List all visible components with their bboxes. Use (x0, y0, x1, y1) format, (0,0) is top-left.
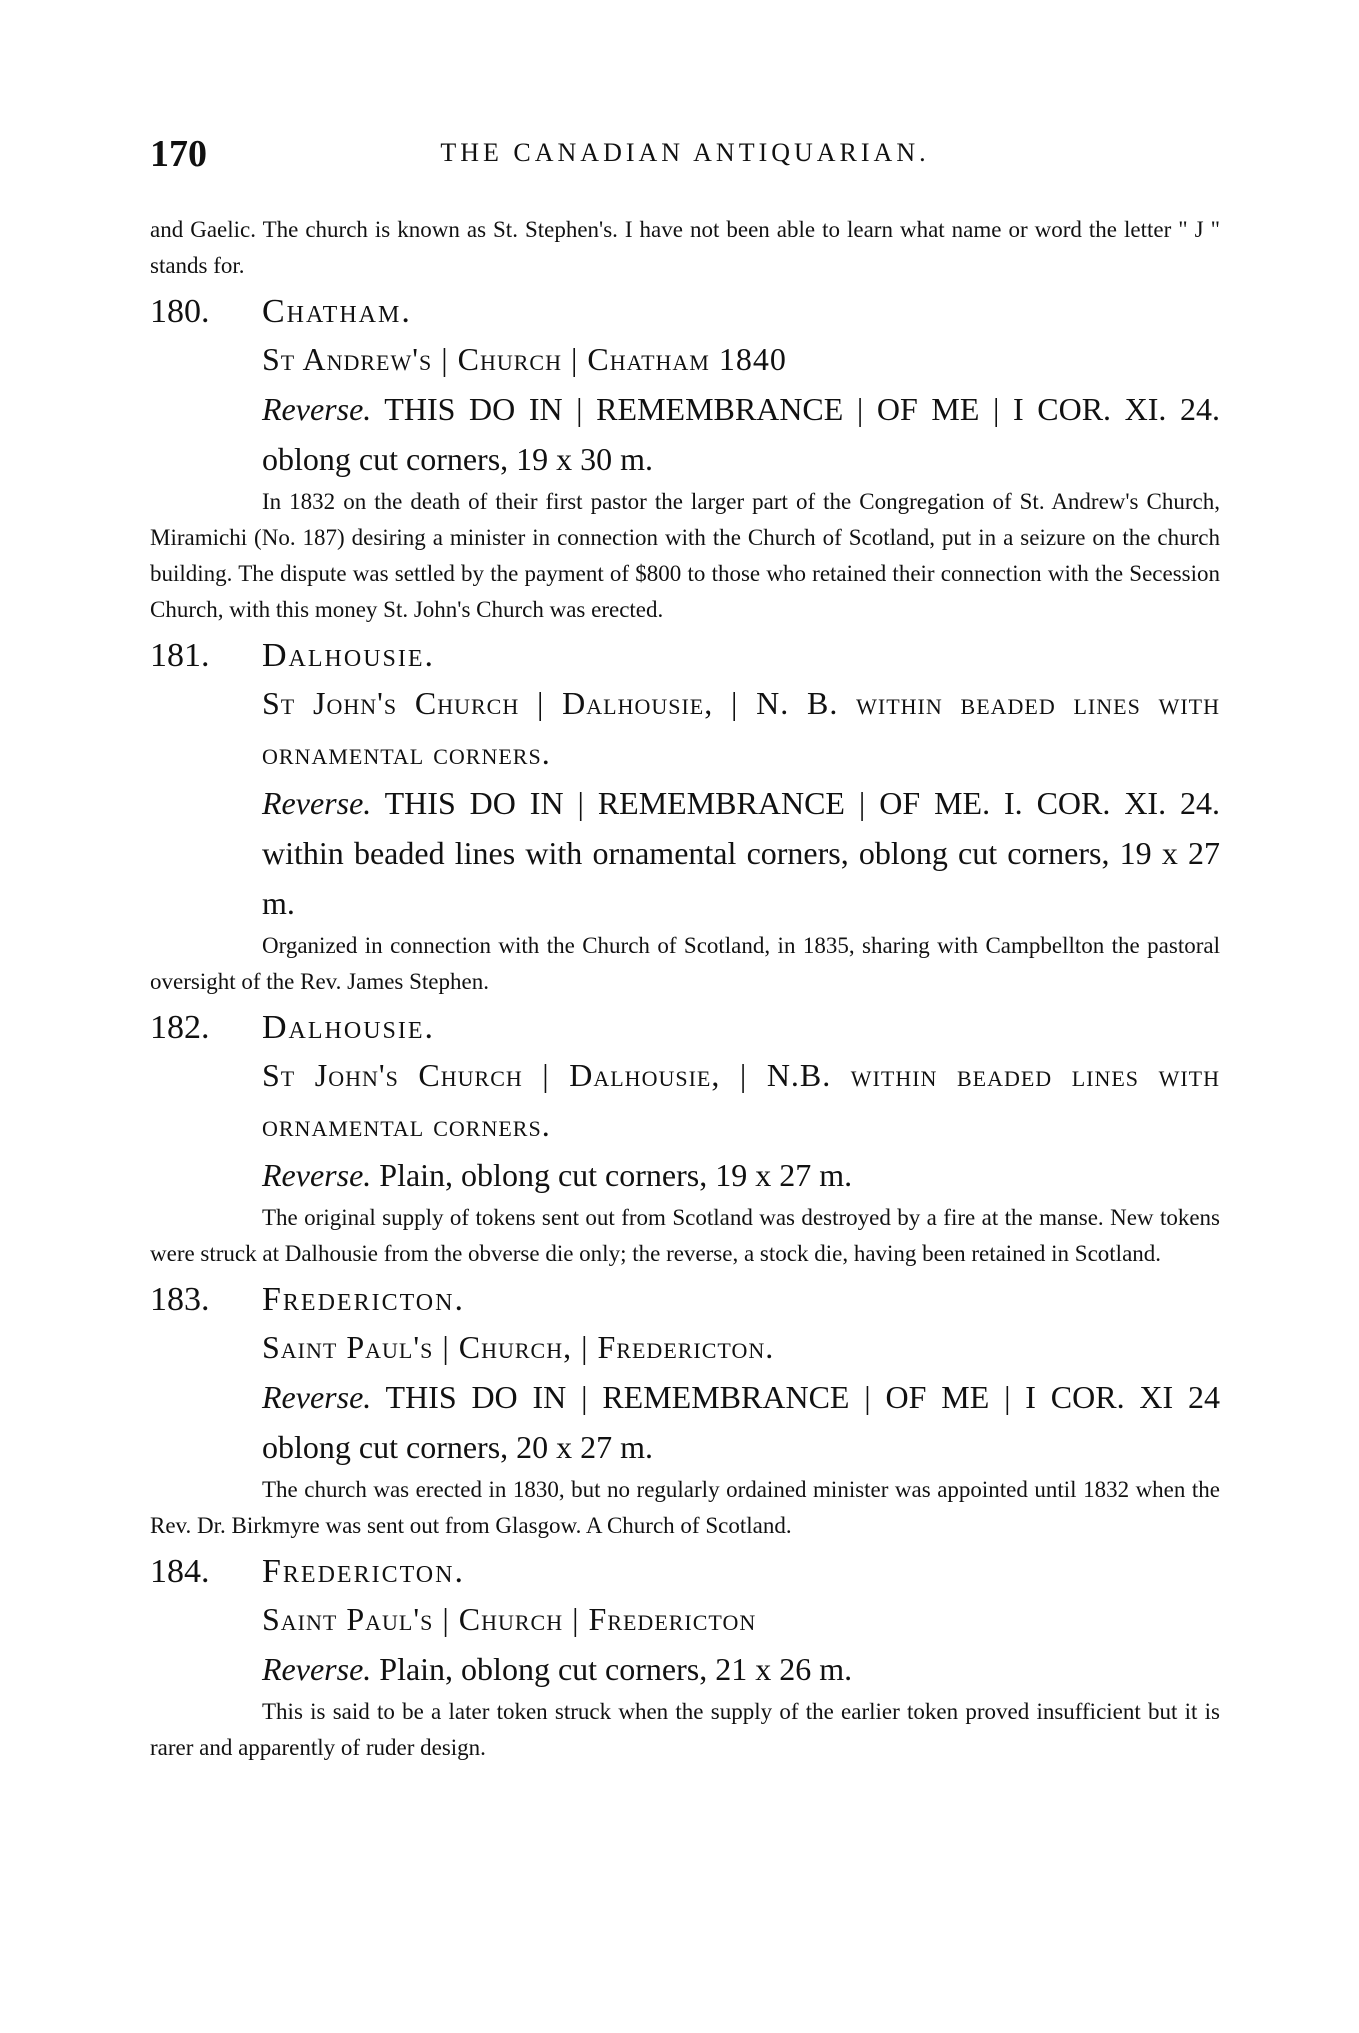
entry-182 (150, 1006, 1220, 1272)
obverse-legend: St Andrew's | Church | Chatham 1840 (262, 341, 787, 377)
entry-note: Organized in connection with the Church of Scotland, in 1835, sharing with Campbellton the pastoral oversight of the Rev. James Stephen. (150, 933, 1220, 994)
reverse-label: Reverse. (262, 1379, 372, 1415)
entry-180 (150, 290, 1220, 628)
page-number: 170 (150, 133, 207, 175)
entry-town: Fredericton. (262, 1553, 465, 1590)
entry-heading (150, 1006, 1220, 1050)
entry-town: Dalhousie. (262, 1009, 436, 1046)
page-body (150, 212, 1220, 1766)
entry-note: The church was erected in 1830, but no regularly ordained minister was appointed until 1832 when the Rev. Dr. Birkmyre was sent out from Glasgow. A Church of Scotland. (150, 1477, 1220, 1538)
reverse-label: Reverse. (262, 1651, 372, 1687)
obverse-legend: St John's Church | Dalhousie, | N.B. within beaded lines with ornamental corners. (262, 1057, 1220, 1143)
reverse-label: Reverse. (262, 1157, 372, 1193)
entry-number: 181. (150, 637, 210, 674)
entry-note: In 1832 on the death of their first pastor the larger part of the Congregation of St. Andrew's Church, Miramichi (No. 187) desiring a minister in connection with the Church of Scotland, put in a seizure on the church building. The dispute was settled by the payment of $800 to those who retained their connection with the Secession Church, with this money St. John's Church was erected. (150, 489, 1220, 622)
reverse-legend: THIS DO IN | REMEMBRANCE | OF ME | I COR. XI. 24. oblong cut corners, 19 x 30 m. (262, 391, 1221, 477)
entry-heading (150, 290, 1220, 334)
reverse-line (262, 1372, 1220, 1472)
entry-heading (150, 1550, 1220, 1594)
entry-town: Fredericton. (262, 1281, 465, 1318)
reverse-label: Reverse. (262, 391, 372, 427)
intro-paragraph: and Gaelic. The church is known as St. Stephen's. I have not been able to learn what name or word the letter " J " stands for. (150, 217, 1220, 278)
running-title: THE CANADIAN ANTIQUARIAN. (440, 138, 930, 167)
entry-number: 180. (150, 293, 210, 330)
entry-number: 183. (150, 1281, 210, 1318)
entry-heading (150, 634, 1220, 678)
entry-town: Chatham. (262, 293, 412, 330)
obverse-legend: Saint Paul's | Church | Fredericton (262, 1601, 757, 1637)
entry-number: 184. (150, 1553, 210, 1590)
reverse-line (262, 1150, 1220, 1200)
entry-note: This is said to be a later token struck when the supply of the earlier token proved insufficient but it is rarer and apparently of ruder design. (150, 1699, 1220, 1760)
reverse-legend: THIS DO IN | REMEMBRANCE | OF ME | I COR. XI 24 oblong cut corners, 20 x 27 m. (262, 1379, 1221, 1465)
reverse-legend: Plain, oblong cut corners, 21 x 26 m. (379, 1651, 853, 1687)
reverse-legend: THIS DO IN | REMEMBRANCE | OF ME. I. COR. XI. 24. within beaded lines with ornamental corners, oblong cut corners, 19 x 27 m. (262, 785, 1221, 921)
obverse-legend: Saint Paul's | Church, | Fredericton. (262, 1329, 775, 1365)
entry-184 (150, 1550, 1220, 1766)
reverse-legend: Plain, oblong cut corners, 19 x 27 m. (379, 1157, 853, 1193)
entry-note: The original supply of tokens sent out from Scotland was destroyed by a fire at the manse. New tokens were struck at Dalhousie from the obverse die only; the reverse, a stock die, having been retained in Scotland. (150, 1205, 1220, 1266)
reverse-label: Reverse. (262, 785, 372, 821)
entry-town: Dalhousie. (262, 637, 436, 674)
entry-heading (150, 1278, 1220, 1322)
reverse-line (262, 384, 1220, 484)
entry-number: 182. (150, 1009, 210, 1046)
reverse-line (262, 778, 1220, 928)
entry-181 (150, 634, 1220, 1000)
page-header (150, 132, 1220, 175)
reverse-line (262, 1644, 1220, 1694)
entry-183 (150, 1278, 1220, 1544)
obverse-legend: St John's Church | Dalhousie, | N. B. within beaded lines with ornamental corners. (262, 685, 1220, 771)
